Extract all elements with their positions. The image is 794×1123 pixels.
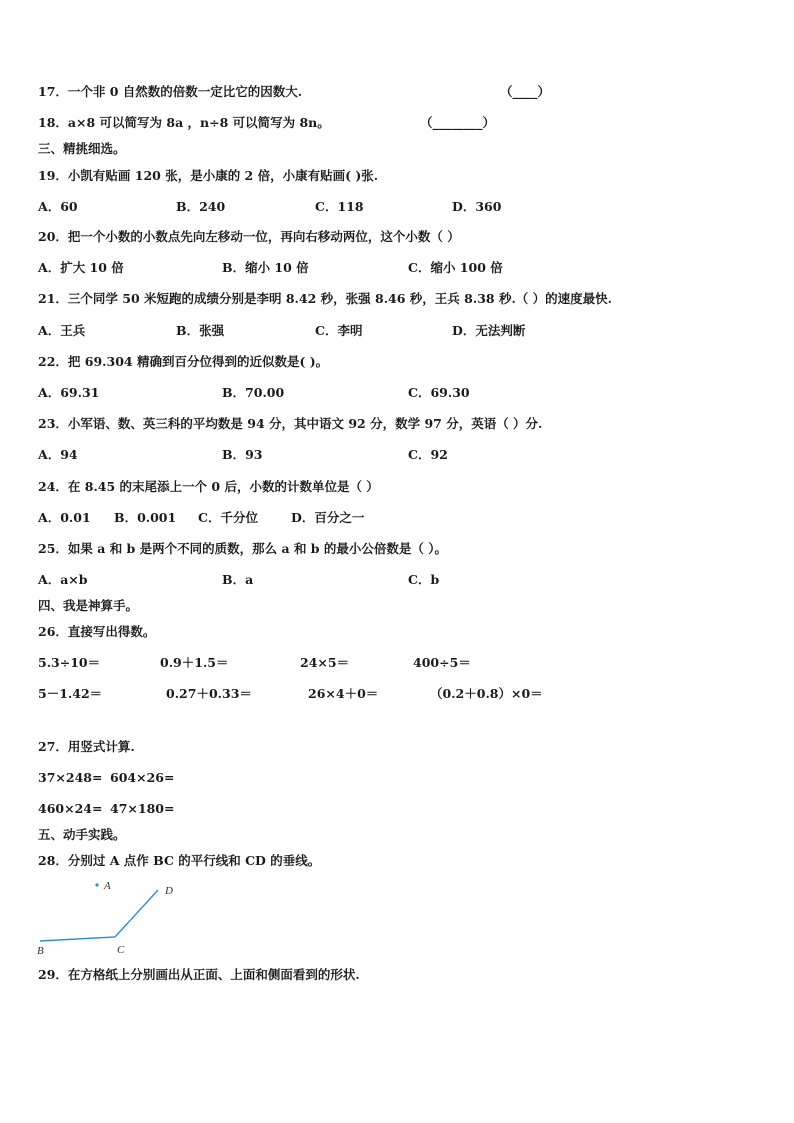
q27-expr-1: 37×248=	[38, 770, 103, 785]
q21-option-c[interactable]: C．李明	[315, 323, 363, 338]
q21-option-d[interactable]: D．无法判断	[452, 323, 526, 338]
q25-option-b[interactable]: B．a	[222, 572, 254, 587]
q24-stem: 24．在 8.45 的末尾添上一个 0 后，小数的计数单位是（ ）	[38, 479, 379, 494]
q27-expr-3: 460×24=	[38, 801, 103, 816]
q18-text: 18．a×8 可以简写为 8a ，n÷8 可以简写为 8n。	[38, 115, 330, 130]
q26-expr-8: （0.2＋0.8）×0＝	[430, 686, 543, 701]
q24-option-c[interactable]: C．千分位	[198, 510, 258, 525]
section-4-heading: 四、我是神算手。	[38, 598, 139, 613]
q21-option-b[interactable]: B．张强	[176, 323, 225, 338]
q20-option-a[interactable]: A．扩大 10 倍	[38, 260, 124, 275]
q21-option-a[interactable]: A．王兵	[38, 323, 86, 338]
q25-option-c[interactable]: C．b	[408, 572, 440, 587]
q22-option-b[interactable]: B．70.00	[222, 385, 285, 400]
q19-option-d[interactable]: D．360	[452, 199, 502, 214]
section-5-heading: 五、动手实践。	[38, 827, 126, 842]
q25-option-a[interactable]: A．a×b	[38, 572, 88, 587]
label-a: A	[104, 880, 111, 892]
q25-stem: 25．如果 a 和 b 是两个不同的质数，那么 a 和 b 的最小公倍数是（ ）。	[38, 541, 447, 556]
section-3-heading: 三、精挑细选。	[38, 141, 126, 156]
q26-expr-5: 5－1.42＝	[38, 686, 103, 701]
q29-stem: 29．在方格纸上分别画出从正面、上面和侧面看到的形状.	[38, 967, 360, 982]
q19-stem: 19．小凯有贴画 120 张，是小康的 2 倍，小康有贴画( )张.	[38, 168, 379, 183]
label-d: D	[165, 885, 173, 897]
q18-answer-blank[interactable]: （________）	[420, 115, 496, 130]
q22-option-a[interactable]: A．69.31	[38, 385, 100, 400]
q27-stem: 27．用竖式计算.	[38, 739, 135, 754]
q24-option-a[interactable]: A．0.01	[38, 510, 91, 525]
q26-expr-6: 0.27＋0.33＝	[166, 686, 252, 701]
q26-expr-2: 0.9＋1.5＝	[160, 655, 229, 670]
q23-option-c[interactable]: C．92	[408, 447, 448, 462]
q17-text: 17．一个非 0 自然数的倍数一定比它的因数大.	[38, 84, 303, 99]
q24-option-b[interactable]: B．0.001	[114, 510, 177, 525]
q19-option-a[interactable]: A．60	[38, 199, 78, 214]
label-c: C	[117, 944, 125, 956]
q26-expr-7: 26×4＋0＝	[308, 686, 379, 701]
q20-option-c[interactable]: C．缩小 100 倍	[408, 260, 503, 275]
q22-stem: 22．把 69.304 精确到百分位得到的近似数是( )。	[38, 354, 329, 369]
q24-option-d[interactable]: D．百分之一	[291, 510, 365, 525]
q27-expr-2: 604×26=	[110, 770, 175, 785]
q23-stem: 23．小军语、数、英三科的平均数是 94 分，其中语文 92 分，数学 97 分，英语（ ）分.	[38, 416, 543, 431]
q20-stem: 20．把一个小数的小数点先向左移动一位，再向右移动两位，这个小数（ ）	[38, 229, 460, 244]
q23-option-b[interactable]: B．93	[222, 447, 263, 462]
q23-option-a[interactable]: A．94	[38, 447, 78, 462]
point-a-dot	[95, 883, 98, 886]
q28-figure	[30, 872, 200, 958]
q19-option-b[interactable]: B．240	[176, 199, 226, 214]
q17-answer-blank[interactable]: （____）	[500, 84, 551, 99]
label-b: B	[37, 945, 44, 957]
q19-option-c[interactable]: C．118	[315, 199, 364, 214]
q28-stem: 28．分别过 A 点作 BC 的平行线和 CD 的垂线。	[38, 853, 321, 868]
q21-stem: 21．三个同学 50 米短跑的成绩分别是李明 8.42 秒，张强 8.46 秒，王兵 8.38 秒.（ ）的速度最快.	[38, 291, 612, 306]
q27-expr-4: 47×180=	[110, 801, 175, 816]
q22-option-c[interactable]: C．69.30	[408, 385, 470, 400]
q26-expr-1: 5.3÷10＝	[38, 655, 101, 670]
angle-bcd-lines	[40, 890, 158, 941]
q20-option-b[interactable]: B．缩小 10 倍	[222, 260, 309, 275]
q26-expr-3: 24×5＝	[300, 655, 350, 670]
q26-stem: 26．直接写出得数。	[38, 624, 156, 639]
q26-expr-4: 400÷5＝	[413, 655, 471, 670]
